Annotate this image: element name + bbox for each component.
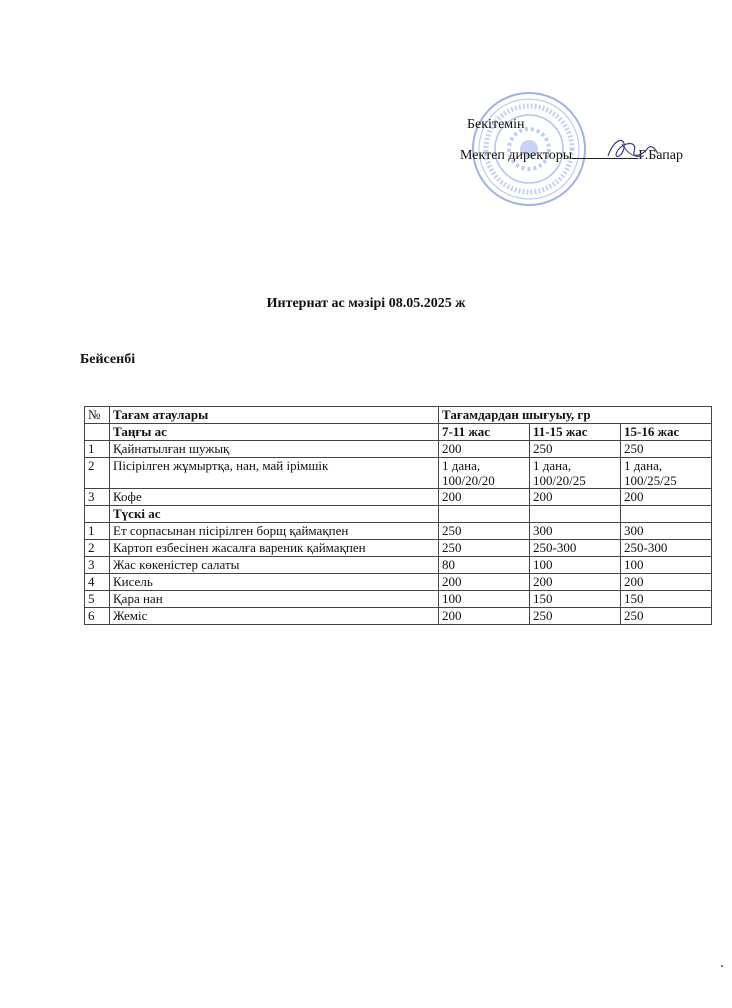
table-row bbox=[85, 540, 712, 557]
yield-value: 200 bbox=[530, 489, 621, 506]
yield-value: 250 bbox=[530, 441, 621, 458]
row-num: 2 bbox=[85, 458, 110, 489]
yield-value: 200 bbox=[530, 574, 621, 591]
row-num: 1 bbox=[85, 523, 110, 540]
age-group-header: 11-15 жас bbox=[530, 424, 621, 441]
yield-value: 300 bbox=[621, 523, 712, 540]
signature-icon bbox=[604, 134, 660, 164]
yield-value: 200 bbox=[439, 441, 530, 458]
yield-value: 250-300 bbox=[621, 540, 712, 557]
yield-value: 200 bbox=[621, 489, 712, 506]
yield-value: 80 bbox=[439, 557, 530, 574]
table-header-row bbox=[85, 407, 712, 424]
table-cell bbox=[530, 506, 621, 523]
table-row bbox=[85, 441, 712, 458]
row-num: 3 bbox=[85, 489, 110, 506]
dish-name: Жеміс bbox=[110, 608, 439, 625]
day-label: Бейсенбі bbox=[80, 352, 136, 367]
table-cell bbox=[621, 506, 712, 523]
yield-value: 250 bbox=[621, 441, 712, 458]
yield-value: 300 bbox=[530, 523, 621, 540]
col-yield-header: Тағамдардан шығуыу, гр bbox=[439, 407, 712, 424]
col-name-header: Тағам атаулары bbox=[110, 407, 439, 424]
dish-name: Қара нан bbox=[110, 591, 439, 608]
row-num: 3 bbox=[85, 557, 110, 574]
table-row bbox=[85, 591, 712, 608]
yield-value: 1 дана, 100/20/20 bbox=[439, 458, 530, 489]
yield-value: 250 bbox=[439, 540, 530, 557]
lunch-section-row bbox=[85, 506, 712, 523]
table-row bbox=[85, 557, 712, 574]
yield-value: 200 bbox=[439, 489, 530, 506]
yield-value: 100 bbox=[530, 557, 621, 574]
director-name: Г.Бапар bbox=[638, 148, 684, 163]
row-num: 1 bbox=[85, 441, 110, 458]
table-row bbox=[85, 574, 712, 591]
table-cell bbox=[85, 424, 110, 441]
yield-value: 1 дана, 100/20/25 bbox=[530, 458, 621, 489]
table-row bbox=[85, 489, 712, 506]
yield-value: 250 bbox=[621, 608, 712, 625]
dish-name: Картоп езбесінен жасалға вареник қаймақпен bbox=[110, 540, 439, 557]
table-cell bbox=[85, 506, 110, 523]
yield-value: 150 bbox=[621, 591, 712, 608]
age-group-header: 7-11 жас bbox=[439, 424, 530, 441]
menu-table bbox=[84, 406, 712, 625]
dish-name: Қайнатылған шужық bbox=[110, 441, 439, 458]
breakfast-section-row bbox=[85, 424, 712, 441]
yield-value: 1 дана, 100/25/25 bbox=[621, 458, 712, 489]
page-title: Интернат ас мәзірі 08.05.2025 ж bbox=[266, 296, 466, 311]
table-row bbox=[85, 523, 712, 540]
scan-speck bbox=[721, 965, 723, 967]
yield-value: 100 bbox=[621, 557, 712, 574]
dish-name: Жас көкеністер салаты bbox=[110, 557, 439, 574]
yield-value: 100 bbox=[439, 591, 530, 608]
yield-value: 250 bbox=[439, 523, 530, 540]
table-cell bbox=[439, 506, 530, 523]
dish-name: Ет сорпасынан пісірілген борщ қаймақпен bbox=[110, 523, 439, 540]
director-label: Мектеп директоры bbox=[460, 148, 573, 163]
breakfast-label: Таңғы ас bbox=[110, 424, 439, 441]
row-num: 6 bbox=[85, 608, 110, 625]
yield-value: 150 bbox=[530, 591, 621, 608]
row-num: 4 bbox=[85, 574, 110, 591]
approval-label: Бекітемін bbox=[467, 117, 525, 132]
dish-name: Кисель bbox=[110, 574, 439, 591]
yield-value: 250-300 bbox=[530, 540, 621, 557]
dish-name: Кофе bbox=[110, 489, 439, 506]
col-num-header: № bbox=[85, 407, 110, 424]
row-num: 2 bbox=[85, 540, 110, 557]
age-group-header: 15-16 жас bbox=[621, 424, 712, 441]
row-num: 5 bbox=[85, 591, 110, 608]
yield-value: 200 bbox=[621, 574, 712, 591]
lunch-label: Түскі ас bbox=[110, 506, 439, 523]
yield-value: 200 bbox=[439, 608, 530, 625]
table-row bbox=[85, 608, 712, 625]
dish-name: Пісірілген жұмыртқа, нан, май ірімшік bbox=[110, 458, 439, 489]
yield-value: 200 bbox=[439, 574, 530, 591]
table-row bbox=[85, 458, 712, 489]
yield-value: 250 bbox=[530, 608, 621, 625]
